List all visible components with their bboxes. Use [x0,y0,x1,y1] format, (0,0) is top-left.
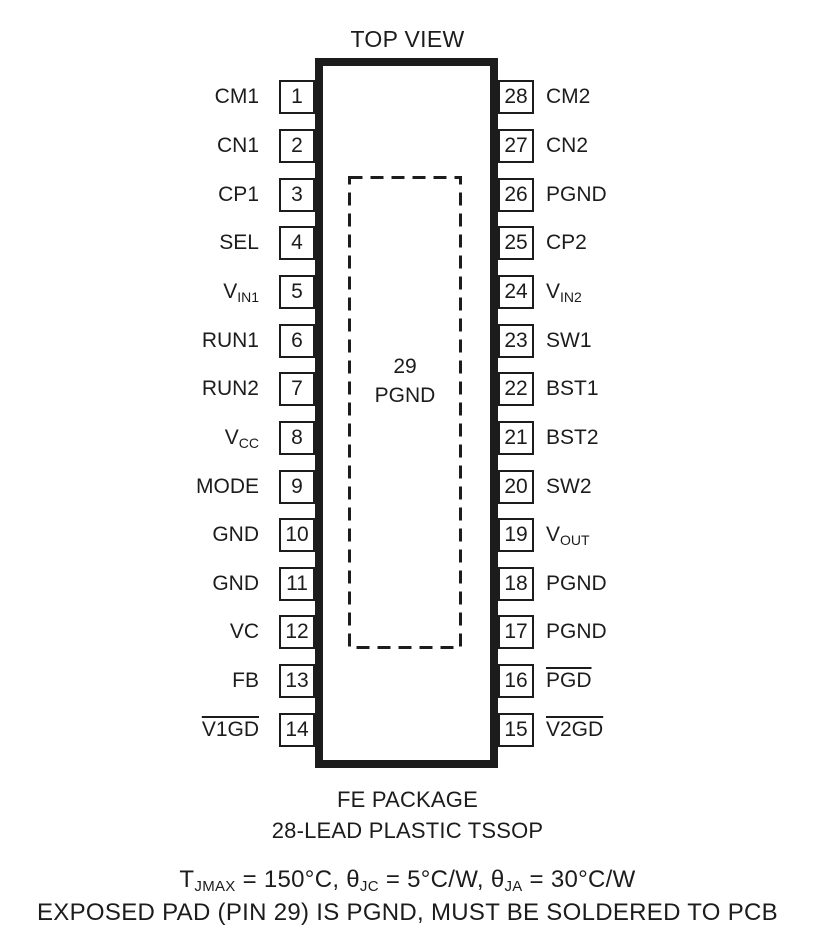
exposed-pad-label [348,352,462,410]
pin-label-left: V1GD [201,718,259,741]
package-type: 28-LEAD PLASTIC TSSOP [271,818,544,843]
pin-number-box-left: 2 [279,129,315,163]
pin-number-box-right: 17 [498,615,534,649]
pin-label-left: VC [229,620,259,643]
pin-label-left: CM1 [214,85,259,108]
pin-number-box-left: 6 [279,324,315,358]
thermal-spec-line: $T_{JMAX} = 150^\circ C$, $\theta_{JC} = 5^\circ C/W$, $\theta_{JA} = 30^\circ C/W$ [179,866,636,895]
pin-number-box-right: 27 [498,129,534,163]
pin-label-right: CP2 [546,231,587,254]
package-name: FE PACKAGE [337,787,478,812]
pin-label-right: PGND [546,572,607,595]
pin-number-box-right: 21 [498,421,534,455]
exposed-pad-name: PGND [374,384,436,407]
pin-label-right: BST1 [546,377,599,400]
pin-label-left: GND [212,572,259,595]
pin-number-box-left: 9 [279,470,315,504]
pin-label-left: SEL [219,231,259,254]
pin-number-box-left: 10 [279,518,315,552]
package-caption [0,784,815,846]
pin-number-box-right: 25 [498,226,534,260]
pin-label-right: SW1 [546,329,592,352]
pin-label-right: CM2 [546,85,591,108]
pin-label-right: PGND [546,183,607,206]
pin-label-left: CN1 [216,134,259,157]
pin-label-right: $V_{IN2}$ [546,280,582,305]
pin-number-box-left: 5 [279,275,315,309]
exposed-pad-number: 29 [393,355,417,378]
pin-label-right: $\overline{PGD}$ [546,669,592,692]
pin-number-box-right: 23 [498,324,534,358]
pin-label-right: V2GD [546,718,604,741]
pin-label-left: FB [232,669,259,692]
exposed-pad-dashed-outline [348,176,462,649]
pin-label-left: $V_{CC}$ [224,426,259,451]
exposed-pad-note: EXPOSED PAD (PIN 29) IS PGND, MUST BE SOLDERED TO PCB [37,899,778,926]
pin-number-box-right: 19 [498,518,534,552]
pin-label-right: $V_{OUT}$ [546,523,590,548]
thermal-notes [0,863,815,929]
pin-label-left: RUN2 [201,377,259,400]
pin-number-box-left: 14 [279,713,315,747]
pin-number-box-right: 18 [498,567,534,601]
pin-number-box-right: 26 [498,178,534,212]
pin-number-box-left: 12 [279,615,315,649]
pin-number-box-right: 22 [498,372,534,406]
pin-number-box-right: 16 [498,664,534,698]
pin-label-right: PGND [546,620,607,643]
pin-number-box-right: 24 [498,275,534,309]
pin-label-left: MODE [196,475,259,498]
pin-number-box-left: 7 [279,372,315,406]
pin-label-left: GND [212,523,259,546]
pin-number-box-left: 4 [279,226,315,260]
pin-label-right: SW2 [546,475,592,498]
ic-package-outline [315,58,498,768]
pin-label-left: RUN1 [201,329,259,352]
pin-label-right: CN2 [546,134,589,157]
pin-number-box-left: 11 [279,567,315,601]
pin-number-box-left: 3 [279,178,315,212]
pin-label-left: CP1 [218,183,259,206]
pin-number-box-right: 15 [498,713,534,747]
pin-number-box-right: 20 [498,470,534,504]
diagram-title: TOP VIEW [350,26,465,52]
pin-number-box-right: 28 [498,80,534,114]
pin-label-right: BST2 [546,426,599,449]
pin-number-box-left: 8 [279,421,315,455]
pin-number-box-left: 13 [279,664,315,698]
pin-label-left: $V_{IN1}$ [223,280,259,305]
pin-number-box-left: 1 [279,80,315,114]
